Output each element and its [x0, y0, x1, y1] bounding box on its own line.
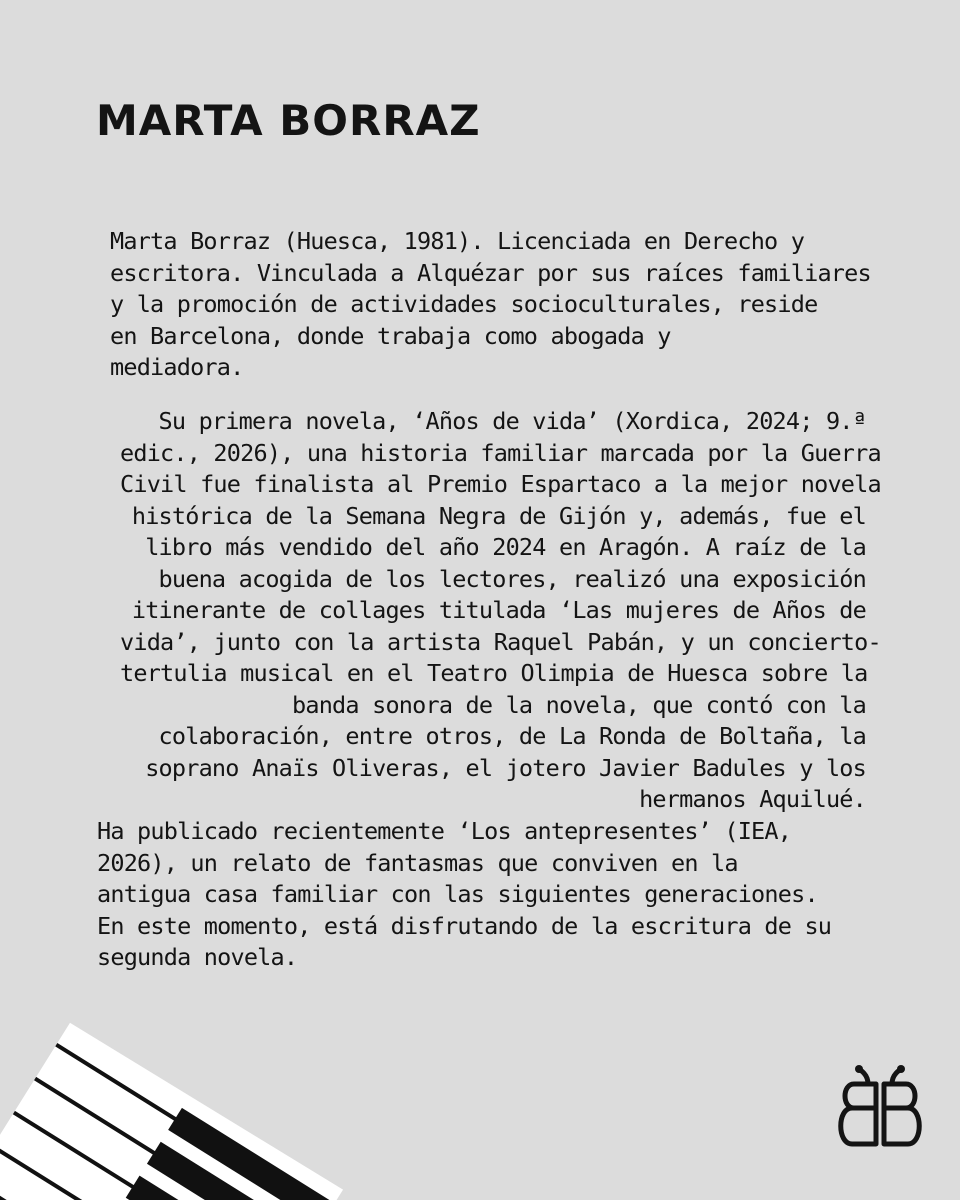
bio-line: mediadora. [110, 353, 244, 381]
bio-line: hermanos Aquilué. [639, 785, 866, 813]
bio-line: colaboración, entre otros, de La Ronda de Boltaña, la [158, 722, 866, 750]
bio-line: segunda novela. [97, 943, 298, 971]
bio-line: banda sonora de la novela, que contó con la [292, 690, 866, 719]
bio-line: Civil fue finalista al Premio Espartaco a la mejor novela [120, 470, 881, 498]
bio-line: soprano Anaïs Oliveras, el jotero Javier Badules y los [145, 753, 866, 782]
bio-line: histórica de la Semana Negra de Gijón y, además, fue el [131, 501, 866, 530]
piano-keys-icon [0, 980, 360, 1200]
bio-line: y la promoción de actividades socioculturales, reside [110, 290, 818, 318]
bio-line: buena acogida de los lectores, realizó una exposición [158, 564, 866, 593]
bio-paragraph-2 [120, 406, 881, 816]
bio-line: libro más vendido del año 2024 en Aragón. A raíz de la [145, 533, 866, 561]
bio-line: En este momento, está disfrutando de la escritura de su [97, 911, 832, 940]
bio-line: itinerante de collages titulada ‘Las mujeres de Años de [131, 596, 866, 624]
bio-line: vida’, junto con la artista Raquel Pabán, y un concierto- [120, 627, 881, 656]
bio-line: antigua casa familiar con las siguientes generaciones. [97, 880, 818, 908]
bio-line: 2026), un relato de fantasmas que conviven en la [97, 848, 738, 877]
double-b-logo-icon [832, 1064, 928, 1154]
page-title: MARTA BORRAZ [96, 96, 481, 145]
bio-line: Su primera novela, ‘Años de vida’ (Xordica, 2024; 9.ª [158, 407, 866, 435]
bio-line: escritora. Vinculada a Alquézar por sus raíces familiares [110, 258, 871, 287]
bio-line: tertulia musical en el Teatro Olimpia de Huesca sobre la [120, 659, 868, 687]
bio-line: en Barcelona, donde trabaja como abogada y [110, 321, 671, 350]
bio-line: Ha publicado recientemente ‘Los antepresentes’ (IEA, [97, 817, 792, 845]
bio-line: edic., 2026), una historia familiar marcada por la Guerra [120, 438, 881, 467]
bio-line: Marta Borraz (Huesca, 1981). Licenciada en Derecho y [110, 227, 805, 255]
bio-paragraph-1 [110, 226, 880, 384]
bio-paragraph-3 [97, 816, 887, 974]
